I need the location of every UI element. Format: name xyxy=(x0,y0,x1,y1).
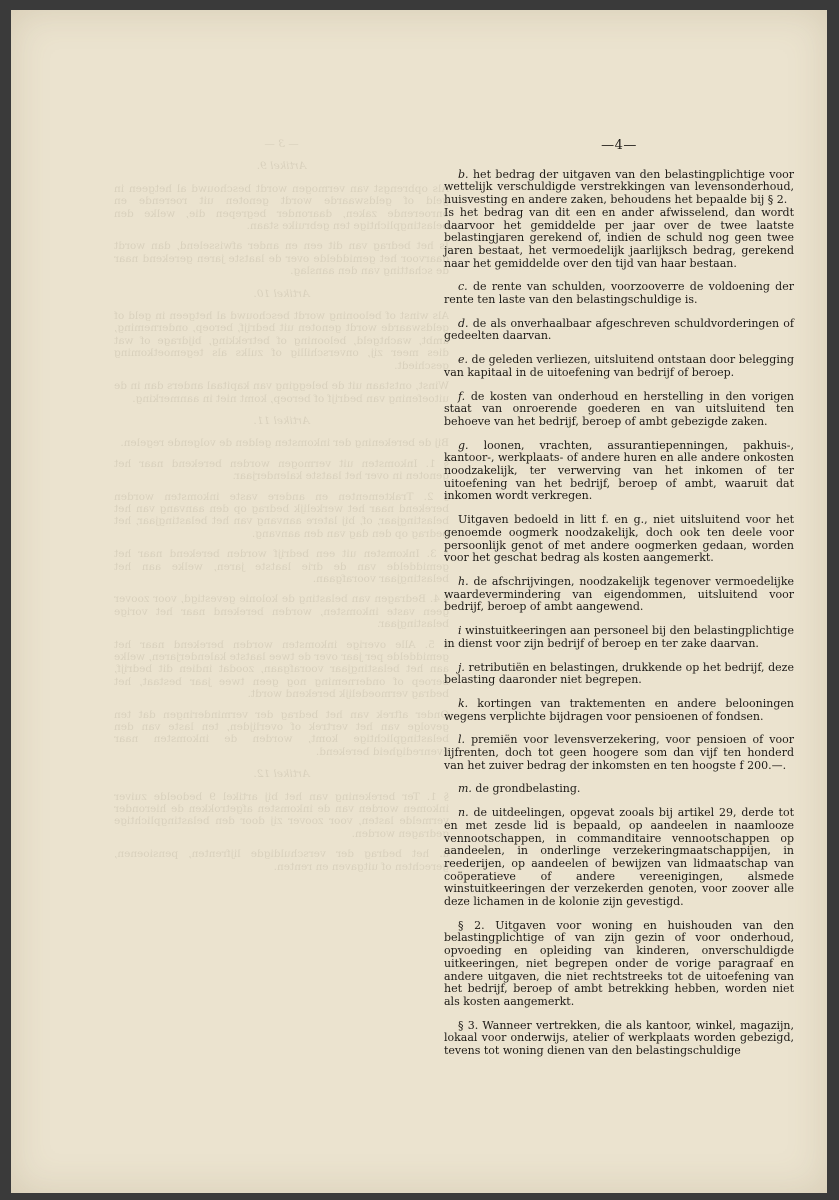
paragraph-k xyxy=(444,698,794,723)
paragraph-i xyxy=(444,625,794,650)
paragraph-uitgaven xyxy=(444,514,794,565)
item-letter: c. xyxy=(458,280,468,294)
item-letter: e. xyxy=(458,353,469,367)
paragraph-text: de kosten van onderhoud en herstelling in den vorigen staat van onroerende goederen en van uitsluitend ten behoeve van het bedrijf, beroep of ambt gebezigde zaken. xyxy=(444,389,794,428)
paragraph-text: de uitdeelingen, opgevat zooals bij artikel 29, derde tot en met zesde lid is bepaald, op aandeelen in naamlooze vennootschappen, in commanditaire vennootschappen op aandeelen, in onderlinge verzekeringmaatschappijen, in reederijen, op aandeelen of bewijzen van lidmaatschap van coöperatieve of andere vereenigingen, alsmede winstuitkeeringen der verzekerden genoten, voor zoover alle deze lichamen in de kolonie zijn gevestigd. xyxy=(444,806,794,909)
paragraph-text: de rente van schulden, voorzooverre de voldoening der rente ten laste van den belastingschuldige is. xyxy=(444,280,794,307)
paragraph-text: premiën voor levensverzekering, voor pensioen of voor lijfrenten, doch tot geen hoogere som dan vijf ten honderd van het zuiver bedrag der inkomsten en ten hoogste f 200.—. xyxy=(444,733,794,772)
paragraph-text: § 2. Uitgaven voor woning en huishouden van den belastingplichtige of van zijn gezin of voor onderhoud, opvoeding en opleiding van kinderen, onverschuldigde uitkeeringen, niet begrepen onder de vorige paragraaf en andere uitgaven, die niet rechtstreeks tot de uitoefening van het bedrijf, beroep of ambt betrekking hebben, worden niet als kosten aangemerkt. xyxy=(444,918,794,1008)
paragraph-n xyxy=(444,807,794,909)
paragraph-text: loonen, vrachten, assurantiepenningen, pakhuis-, kantoor-, werkplaats- of andere huren en alle andere onkosten noodzakelijk, ter verwerving van het inkomen of ter uitoefening van het bedrijf, beroep of ambt, waaruit dat inkomen wordt verkregen. xyxy=(444,438,794,503)
item-letter: k. xyxy=(458,696,469,710)
paragraph-text: § 3. Wanneer vertrekken, die als kantoor, winkel, magazijn, lokaal voor onderwijs, atelier of werkplaats worden gebezigd, tevens tot woning dienen van den belastingschuldige xyxy=(444,1018,794,1058)
paragraph-text: winstuitkeeringen aan personeel bij den belastingplichtige in dienst voor zijn bedrijf of beroep en ter zake daarvan. xyxy=(444,624,794,650)
paragraph-l xyxy=(444,734,794,772)
paragraph-text: de als onverhaalbaar afgeschreven schuldvorderingen of gedeelten daarvan. xyxy=(444,316,794,343)
paragraph-text: kortingen van traktementen en andere belooningen wegens verplichte bijdragen voor pensioenen of fondsen. xyxy=(444,696,794,723)
item-letter: b. xyxy=(458,167,469,181)
item-letter: m. xyxy=(458,782,472,796)
item-letter: l. xyxy=(458,733,466,747)
paragraph-b xyxy=(444,169,794,207)
section-3 xyxy=(444,1020,794,1058)
paragraph-text: het bedrag der uitgaven van den belastingplichtige voor wettelijk verschuldigde verstrekkingen van levensonderhoud, huisvesting en andere zaken, behoudens het bepaalde bij § 2. xyxy=(444,167,794,207)
item-letter: h. xyxy=(458,574,469,588)
paragraph-d xyxy=(444,318,794,343)
item-letter: i xyxy=(458,624,462,638)
document-page xyxy=(11,10,827,1193)
paragraph-f xyxy=(444,391,794,429)
paragraph-g xyxy=(444,440,794,504)
paragraph-text: de afschrijvingen, noodzakelijk tegenover vermoedelijke waardevermindering van eigendommen, uitsluitend voor bedrijf, beroep of ambt aangewend. xyxy=(444,574,794,614)
paragraph-text: de grondbelasting. xyxy=(471,782,581,796)
paragraph-e xyxy=(444,354,794,379)
page-number: —4— xyxy=(601,138,637,153)
paragraph-h xyxy=(444,576,794,614)
item-letter: f. xyxy=(458,389,466,403)
item-letter: j. xyxy=(458,660,465,674)
paragraph-j xyxy=(444,662,794,687)
paragraph-m xyxy=(444,783,794,796)
bleed-through-text: — 3 — Artikel 9. Als opbrengst van vermogen wordt beschouwd al hetgeen in geld of geldswaarde wordt genoten uit roerende en onroerende zaken, daaronder begrepen die, welke den belastingplichtige ten gebruike staan. Is het bedrag van dit een en ander afwisselend, dan wordt daarvoor het gemiddelde over de laatste jaren gerekend naar de schatting van den aanslag. Artikel 10. Als winst of belooning wordt beschouwd al hetgeen in geld of geldswaarde wordt genoten uit bedrijf, beroep, onderneming, ambt, wachtgeld, belooning of betrekking, bijdrage of wat dies meer zij, onverschillig of zulks als tegemoetkoming geschiedt. Winst, ontstaan uit de belegging van kapitaal anders dan in de uitoefening van bedrijf of beroep, komt niet in aanmerking. Artikel 11. Bij de berekening der inkomsten gelden de volgende regelen. § 1. Inkomsten uit vermogen worden berekend naar het genoten in over het laatste kalenderjaar. § 2. Traktementen en andere vaste inkomsten worden berekend naar het werkelijk bedrag op den aanvang van het belastingjaar, of, bij latere aanvang van het belastingjaar, het bedrag op den dag van den aanvang. § 3. Inkomsten uit een bedrijf worden berekend naar het gemiddelde van de drie laatste jaren, welke aan het belastingjaar voorafgaan. § 4. Bedragen van belasting de kolonie gevestigd, voor zoover geen vaste inkomsten, worden berekend naar het vorige belastingjaar. § 5. Alle overige inkomsten worden berekend naar het gemiddelde per jaar over de twee laatste kalenderjaren, welke aan het belastingjaar voorafgaan, zoodat indien dit bedrijf, beroep of onderneming nog geen twee jaar bestaat, het bedrag vermoedelijk berekend wordt. Onder aftrek van het bedrag der verminderingen dat ten gevolge van het vertrek of overlijden, ten laste van den belastingplichtige komt, worden de inkomsten naar evenredigheid berekend. Artikel 12. § 1. Ter berekening van het bij artikel 9 bedoelde zuiver inkomen worden van de inkomsten afgetrokken de hieronder vermelde lasten, voor zoover zij door den belastingplichtige gedragen worden. a. het bedrag der verschuldigde lijfrenten, pensioenen, gerechten of uitgaven en renten. xyxy=(114,138,449,873)
paragraph-c xyxy=(444,281,794,306)
paragraph-text: Is het bedrag van dit een en ander afwisselend, dan wordt daarvoor het gemiddelde per jaar over de twee laatste belastingjaren gerekend of, indien de schuld nog geen twee jaren bestaat, het vermoedelijk jaarlijksch bedrag, gerekend naar het gemiddelde over den tijd van haar bestaan. xyxy=(444,205,794,270)
section-2 xyxy=(444,920,794,1009)
paragraph-text: de geleden verliezen, uitsluitend ontstaan door belegging van kapitaal in de uitoefening van bedrijf of beroep. xyxy=(444,353,794,379)
paragraph-text: retributiën en belastingen, drukkende op het bedrijf, deze belasting daaronder niet begrepen. xyxy=(444,660,794,687)
item-letter: n. xyxy=(458,806,469,820)
paragraph-b-continuation xyxy=(444,207,794,271)
paragraph-text: Uitgaven bedoeld in litt f. en g., niet uitsluitend voor het genoemde oogmerk noodzakelijk, doch ook ten deele voor persoonlijk genot of met andere oogmerken gedaan, worden voor het geschat bedrag als kosten aangemerkt. xyxy=(444,513,794,565)
item-letter: g. xyxy=(458,438,469,452)
text-column xyxy=(444,140,794,1069)
item-letter: d. xyxy=(458,316,469,330)
